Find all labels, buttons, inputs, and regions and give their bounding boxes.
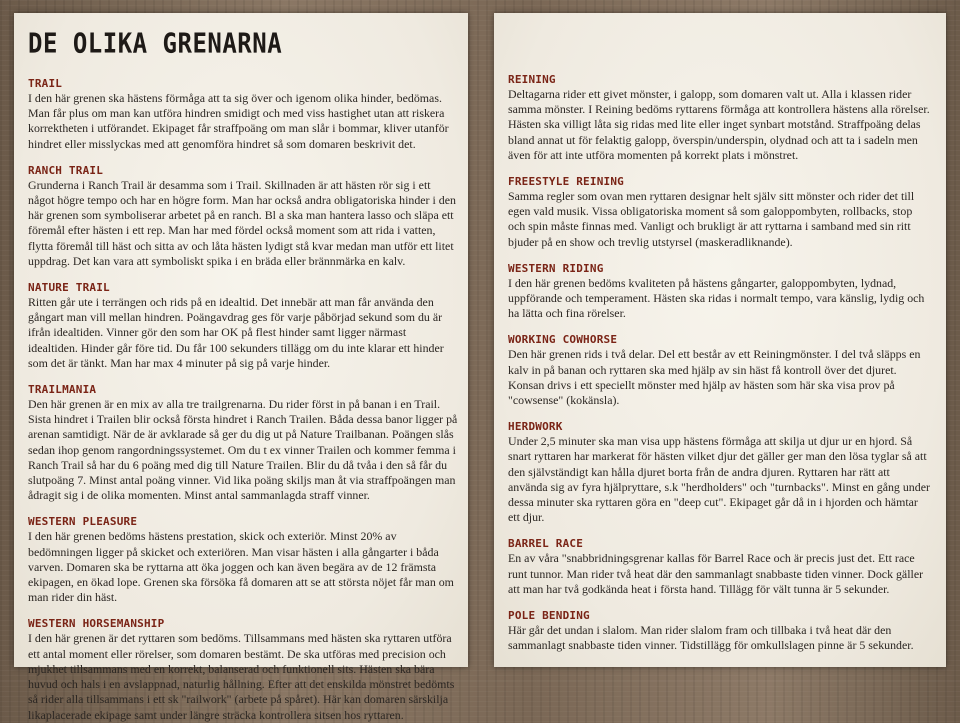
section-text: En av våra "snabbridningsgrenar kallas för Barrel Race och är precis just det. Ett race runt tunnor. Man rider två heat där den sammanlagt snabbaste tiden vinner. Dock gäller att man har två godkända heat i första hand. Tillägg för vält tunna är 5 sekunder. bbox=[508, 551, 924, 596]
section-western-riding bbox=[508, 262, 932, 322]
section-heading: RANCH TRAIL bbox=[28, 163, 104, 177]
section-text: Den här grenen är en mix av alla tre trailgrenarna. Du rider först in på banan i en Trail. Sista hindret i Trailen blir också första hindret i Ranch Trailen. Båda dessa banor ligger på arenan samtidigt. När de är avklarade så ger du dig ut på Nature Trailbanan. Poängen slås sedan ihop genom rangordningssystemet. Om du t ex vinner Trailen och kommer femma i Ranch Trail så har du 6 poäng med dig till Nature Trailen. Blir du då tvåa i den så får du slutpoäng 7. Minst antal poäng vinner. Vid lika poäng skiljs man åt via straffpoängen man ådragit sig i de olika momenten. Minst antal sammanlagda straff vinner. bbox=[28, 397, 458, 503]
section-heading: POLE BENDING bbox=[508, 609, 590, 623]
section-text: Den här grenen rids i två delar. Del ett består av ett Reiningmönster. I del två släpps en kalv in på banan och ryttaren ska med hjälp av sin häst få kontroll över det djuret. Konsan drivs i ett speciellt mönster med hjälp av hästen som här ska visa prov på "cowsense" (kokänsla). bbox=[508, 347, 921, 408]
left-page bbox=[14, 13, 468, 722]
section-herdwork bbox=[508, 420, 932, 525]
section-heading: REINING bbox=[508, 73, 556, 86]
section-barrel-race bbox=[508, 537, 932, 597]
section-text: I den här grenen ska hästens förmåga att ta sig över och igenom olika hinder, bedömas. Man får plus om man kan utföra hindren smidigt och med viss hastighet utan att riskera korrektheten i utförandet. Ekipaget får straffpoäng om man slår i bommar, kliver utanför hindret eller misslyckas med att genomföra hindret så som domaren beskrivit det. bbox=[28, 91, 449, 151]
section-nature-trail bbox=[28, 281, 458, 371]
section-heading: BARREL RACE bbox=[508, 537, 584, 551]
section-heading: TRAILMANIA bbox=[28, 383, 97, 397]
section-text: I den här grenen är det ryttaren som bedöms. Tillsammans med hästen ska ryttaren utföra ett antal moment eller rörelser, som domaren bestämt. De ska utföras med precision och mjukhet tillsammans med en korrekt, balanserad och funktionell sits. Hästen ska bära huvud och hals i en avslappnad, naturlig hållning. Efter att det enskilda mönstret bedömts så rider alla tillsammans i ett sk "railwork" (arbete på spåret). Här kan domaren särskilja likaplacerade ekipage samt under längre sträcka kontrollera sitsen hos ryttaren. bbox=[28, 631, 455, 722]
section-trailmania bbox=[28, 383, 458, 503]
section-pole-bending bbox=[508, 609, 932, 653]
section-working-cowhorse bbox=[508, 333, 932, 408]
section-text: I den här grenen bedöms hästens prestation, skick och exteriör. Minst 20% av bedömningen ligger på skicket och exteriören. Man visar hästen i alla gångarter i båda varven. Domaren ska be ryttarna att öka joggen och kan även begära av de 12 främsta ekipagen, en ökad lope. Grenen ska försöka få domaren att se att största nöjet får man om man rider din häst. bbox=[28, 529, 454, 605]
section-heading: TRAIL bbox=[28, 77, 63, 90]
section-text: I den här grenen bedöms kvaliteten på hästens gångarter, galoppombyten, lydnad, uppförande och temperament. Hästen ska ridas i normalt tempo, vara känslig, lydig och ha lätta och fina rörelser. bbox=[508, 275, 925, 321]
section-heading: WESTERN HORSEMANSHIP bbox=[28, 617, 165, 631]
section-heading: NATURE TRAIL bbox=[28, 281, 110, 295]
section-ranch-trail bbox=[28, 164, 458, 269]
right-page bbox=[494, 13, 946, 667]
section-heading: WORKING COWHORSE bbox=[508, 333, 618, 347]
section-trail bbox=[28, 77, 458, 152]
section-text: Ritten går ute i terrängen och rids på en idealtid. Det innebär att man får använda den gångart man vill mellan hindren. Poängavdrag ges för varje påbörjad sekund som du är ifrån idealtiden. Vinner gör den som har OK på flest hinder samt ligger närmast idealtiden. Hinder går före tid. Du får 100 sekunders tillägg om du inte klarar ett hinder som det är tänkt. Man har max 4 minuter på sig på varje hinder. bbox=[28, 295, 444, 370]
section-western-pleasure bbox=[28, 515, 458, 605]
section-heading: WESTERN PLEASURE bbox=[28, 515, 138, 529]
section-freestyle-reining bbox=[508, 175, 932, 250]
page-title: DE OLIKA GRENARNA bbox=[28, 27, 283, 60]
section-text: Under 2,5 minuter ska man visa upp hästens förmåga att skilja ut djur ur en hjord. Så snart ryttaren har markerat för hästen vilket djur det gäller ger man den lösa tyglar så att den självständigt kan hålla djuret borta från de andra djuren. Ryttaren har rätt att använda sig av fyra hjälpryttare, s.k "herdholders" och "turnbacks". Minst en gång under dessa minuter ska ryttaren göra en "deep cut". Ekipaget går då in i hjorden och hämtar ett djur. bbox=[508, 434, 930, 525]
section-heading: FREESTYLE REINING bbox=[508, 175, 624, 189]
section-text: Deltagarna rider ett givet mönster, i galopp, som domaren valt ut. Alla i klassen rider samma mönster. I Reining bedöms ryttarens förmåga att kontrollera hästens alla rörelser. Hästen ska villigt låta sig ridas med lite eller inget synbart motstånd. Straffpoäng delas bland annat ut för felaktig galopp, överspin/underspin, olydnad och att ta i sadeln men även för att inte utföra momenten på korrekt plats i mönstret. bbox=[508, 87, 930, 162]
section-heading: HERDWORK bbox=[508, 420, 563, 434]
section-text: Här går det undan i slalom. Man rider slalom fram och tillbaka i två heat där den sammanlagt snabbaste tiden vinner. Tidstillägg för omkullslagen pinne är 5 sekunder. bbox=[508, 623, 914, 653]
section-western-horsemanship bbox=[28, 617, 458, 722]
section-text: Samma regler som ovan men ryttaren designar helt själv sitt mönster och rider det till egen vald musik. Vissa obligatoriska moment så som galoppombyten, rollbacks, stop och spin måste finnas med. Vanligt och brukligt är att ryttarna i samband med sin ritt bjuder på en show och trevlig utstyrsel (maskeradliknande). bbox=[508, 189, 915, 249]
section-text: Grunderna i Ranch Trail är desamma som i Trail. Skillnaden är att hästen rör sig i ett något högre tempo och har en högre form. Man har också andra obligatoriska hinder i den här grenen som symboliserar arbetet på en ranch. Bl a ska man hantera lasso och släpa ett föremål efter hästen i ett rep. Man har med fördel också moment som att rida i vatten, flytta föremål till häst och sitta av och låta hästen lydigt stå kvar medan man utför ett litet uppdrag. Det kan vara att symboliskt spika i en bräda eller brännmärka en kalv. bbox=[28, 177, 456, 268]
section-heading: WESTERN RIDING bbox=[508, 261, 604, 275]
section-reining bbox=[508, 73, 932, 163]
